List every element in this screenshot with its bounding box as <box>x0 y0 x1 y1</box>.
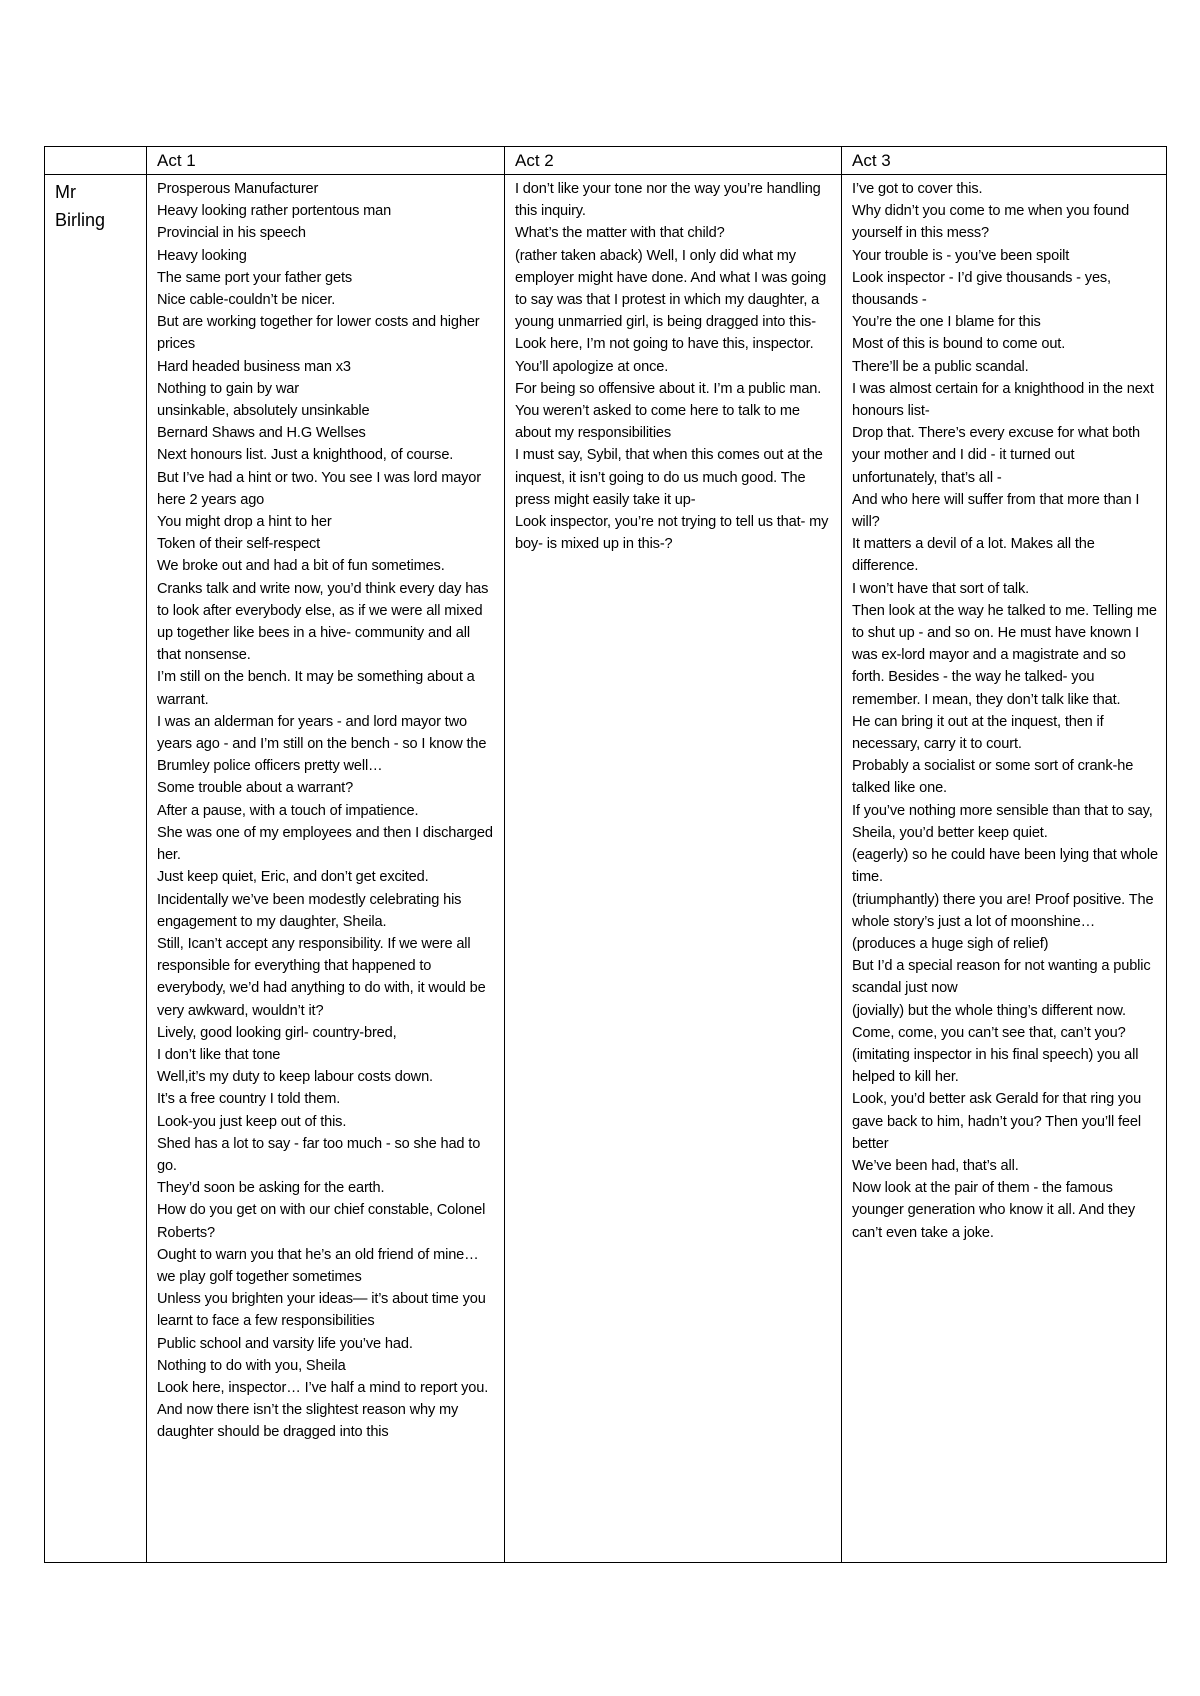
act-1-quote-line: I was an alderman for years - and lord mayor two years ago - and I’m still on the bench - so I know the Brumley police officers pretty well… <box>157 713 487 775</box>
header-row <box>45 147 1167 175</box>
act-1-quote-line: Cranks talk and write now, you’d think every day has to look after everybody else, as if we were all mixed up together like bees in a hive- community and all that nonsense. <box>157 580 489 664</box>
act-1-quote-line: Heavy looking <box>157 247 247 264</box>
character-name-line-1: Mr <box>55 182 76 202</box>
character-name-line-2: Birling <box>55 210 106 230</box>
act-1-quote-line: Provincial in his speech <box>157 225 306 242</box>
act-1-quote-line: It’s a free country I told them. <box>157 1091 341 1108</box>
act-1-quote-line: Public school and varsity life you’ve had. <box>157 1335 413 1352</box>
act-3-quote-line: Most of this is bound to come out. <box>852 336 1066 353</box>
act-1-quote-line: Look here, inspector… I’ve half a mind to report you. <box>157 1379 489 1396</box>
character-name-cell <box>45 175 147 1563</box>
header-act-3: Act 3 <box>842 147 1167 175</box>
act-1-quote-line: Ought to warn you that he’s an old friend of mine…we play golf together sometimes <box>157 1246 479 1285</box>
act-3-quote-line: Why didn’t you come to me when you found yourself in this mess? <box>852 203 1130 242</box>
act-1-quote-line: Nothing to do with you, Sheila <box>157 1357 346 1374</box>
act-3-quote-line: But I’d a special reason for not wanting a public scandal just now <box>852 958 1151 997</box>
act-1-quote-line: Heavy looking rather portentous man <box>157 203 392 220</box>
act-1-quote-line: Lively, good looking girl- country-bred, <box>157 1024 397 1041</box>
act-1-quote-line: Some trouble about a warrant? <box>157 780 354 797</box>
act-1-quote-line: I don’t like that tone <box>157 1046 281 1063</box>
act-3-quote-line: Probably a socialist or some sort of crank-he talked like one. <box>852 758 1134 797</box>
act-3-quote-line: Then look at the way he talked to me. Telling me to shut up - and so on. He must have known I was ex-lord mayor and a magistrate and so forth. Besides - the way he talked- you remember. I mean, they don’t talk like that. <box>852 602 1157 708</box>
act-3-quote-line: I’ve got to cover this. <box>852 181 983 197</box>
act-3-quote-line: Now look at the pair of them - the famous younger generation who know it all. And they can’t even take a joke. <box>852 1180 1136 1241</box>
act-3-quote-line: I won’t have that sort of talk. <box>852 580 1030 597</box>
act-3-quote-line: Drop that. There’s every excuse for what both your mother and I did - it turned out unfortunately, that’s all - <box>852 425 1140 486</box>
act-2-quote-line: Look here, I’m not going to have this, inspector. You’ll apologize at once. <box>515 336 814 375</box>
act-1-quote-line: Still, Ican’t accept any responsibility. If we were all responsible for everything that happened to everybody, we’d had anything to do with, it would be very awkward, wouldn’t it? <box>157 935 486 1019</box>
act-1-quote-line: We broke out and had a bit of fun sometimes. <box>157 558 445 575</box>
act-1-quote-line: You might drop a hint to her <box>157 514 332 531</box>
act-3-quote-line: (triumphantly) there you are! Proof positive. The whole story’s just a lot of moonshine… (produces a huge sigh of relief) <box>852 891 1154 952</box>
act-2-quote-line: I must say, Sybil, that when this comes out at the inquest, it isn’t going to do us much good. The press might easily take it up- <box>515 447 823 508</box>
character-quotes-table <box>44 146 1167 1563</box>
act-1-quote-line: They’d soon be asking for the earth. <box>157 1180 385 1197</box>
act-3-quote-line: You’re the one I blame for this <box>852 314 1041 331</box>
act-1-quote-line: unsinkable, absolutely unsinkable <box>157 403 370 420</box>
act-2-quote-line: You weren’t asked to come here to talk to me about my responsibilities <box>515 403 800 442</box>
act-1-quote-line: Shed has a lot to say - far too much - so she had to go. <box>157 1135 481 1174</box>
act-1-quote-line: Unless you brighten your ideas— it’s about time you learnt to face a few responsibilities <box>157 1291 486 1330</box>
act-1-quote-line: After a pause, with a touch of impatience. <box>157 802 419 819</box>
act-2-quote-line: (rather taken aback) Well, I only did what my employer might have done. And what I was going to say was that I protest in which my daughter, a young unmarried girl, is being dragged into this- <box>515 247 827 331</box>
act-2-quote-line: I don’t like your tone nor the way you’re handling this inquiry. <box>515 181 821 220</box>
act-3-quote-line: It matters a devil of a lot. Makes all the difference. <box>852 536 1095 575</box>
act-2-quotes <box>505 175 842 1563</box>
act-1-quote-line: The same port your father gets <box>157 269 353 286</box>
act-1-quotes <box>147 175 505 1563</box>
act-3-quote-line: If you’ve nothing more sensible than that to say, Sheila, you’d better keep quiet. <box>852 802 1153 841</box>
act-3-quote-line: (jovially) but the whole thing’s different now. Come, come, you can’t see that, can’t you? (imitating inspector in his final speech) you all helped to kill her. <box>852 1002 1139 1086</box>
act-1-quote-line: She was one of my employees and then I discharged her. <box>157 824 493 864</box>
act-2-quote-line: What’s the matter with that child? <box>515 225 725 242</box>
act-1-quote-line: How do you get on with our chief constable, Colonel Roberts? <box>157 1202 486 1241</box>
act-3-quote-line: There’ll be a public scandal. <box>852 358 1029 375</box>
act-1-quote-line: But I’ve had a hint or two. You see I was lord mayor here 2 years ago <box>157 469 481 508</box>
act-3-quote-line: He can bring it out at the inquest, then if necessary, carry it to court. <box>852 713 1104 753</box>
act-3-quote-line: And who here will suffer from that more than I will? <box>852 491 1140 531</box>
act-3-quote-line: Look inspector - I’d give thousands - yes, thousands - <box>852 269 1111 309</box>
character-row <box>45 175 1167 1563</box>
act-2-quote-line: Look inspector, you’re not trying to tell us that- my boy- is mixed up in this-? <box>515 514 829 553</box>
act-2-quote-line: For being so offensive about it. I’m a public man. <box>515 380 822 397</box>
act-1-quote-line: Prosperous Manufacturer <box>157 181 319 197</box>
act-3-quote-line: Your trouble is - you’ve been spoilt <box>852 247 1070 264</box>
header-corner <box>45 147 147 175</box>
act-1-quote-line: I’m still on the bench. It may be something about a warrant. <box>157 669 475 708</box>
act-3-quotes <box>842 175 1167 1563</box>
act-3-quote-line: We’ve been had, that’s all. <box>852 1157 1019 1174</box>
act-3-quote-line: (eagerly) so he could have been lying that whole time. <box>852 847 1158 886</box>
act-1-quote-line: Just keep quiet, Eric, and don’t get excited. Incidentally we’ve been modestly celebrating his engagement to my daughter, Sheila. <box>157 869 462 930</box>
act-1-quote-line: Look-you just keep out of this. <box>157 1113 347 1130</box>
act-1-quote-line: And now there isn’t the slightest reason why my daughter should be dragged into this <box>157 1402 459 1441</box>
act-1-quote-line: Nothing to gain by war <box>157 380 299 397</box>
act-1-quote-line: Next honours list. Just a knighthood, of course. <box>157 447 454 464</box>
act-1-quote-line: Nice cable-couldn’t be nicer. <box>157 292 336 309</box>
act-1-quote-line: Hard headed business man x3 <box>157 358 351 375</box>
header-act-2: Act 2 <box>505 147 842 175</box>
act-1-quote-line: Bernard Shaws and H.G Wellses <box>157 425 366 442</box>
act-1-quote-line: But are working together for lower costs and higher prices <box>157 314 480 353</box>
act-3-quote-line: Look, you’d better ask Gerald for that ring you gave back to him, hadn’t you? Then you’ll feel better <box>852 1091 1142 1152</box>
act-1-quote-line: Token of their self-respect <box>157 536 321 553</box>
act-1-quote-line: Well,it’s my duty to keep labour costs down. <box>157 1069 433 1086</box>
header-act-1: Act 1 <box>147 147 505 175</box>
act-3-quote-line: I was almost certain for a knighthood in the next honours list- <box>852 380 1154 420</box>
